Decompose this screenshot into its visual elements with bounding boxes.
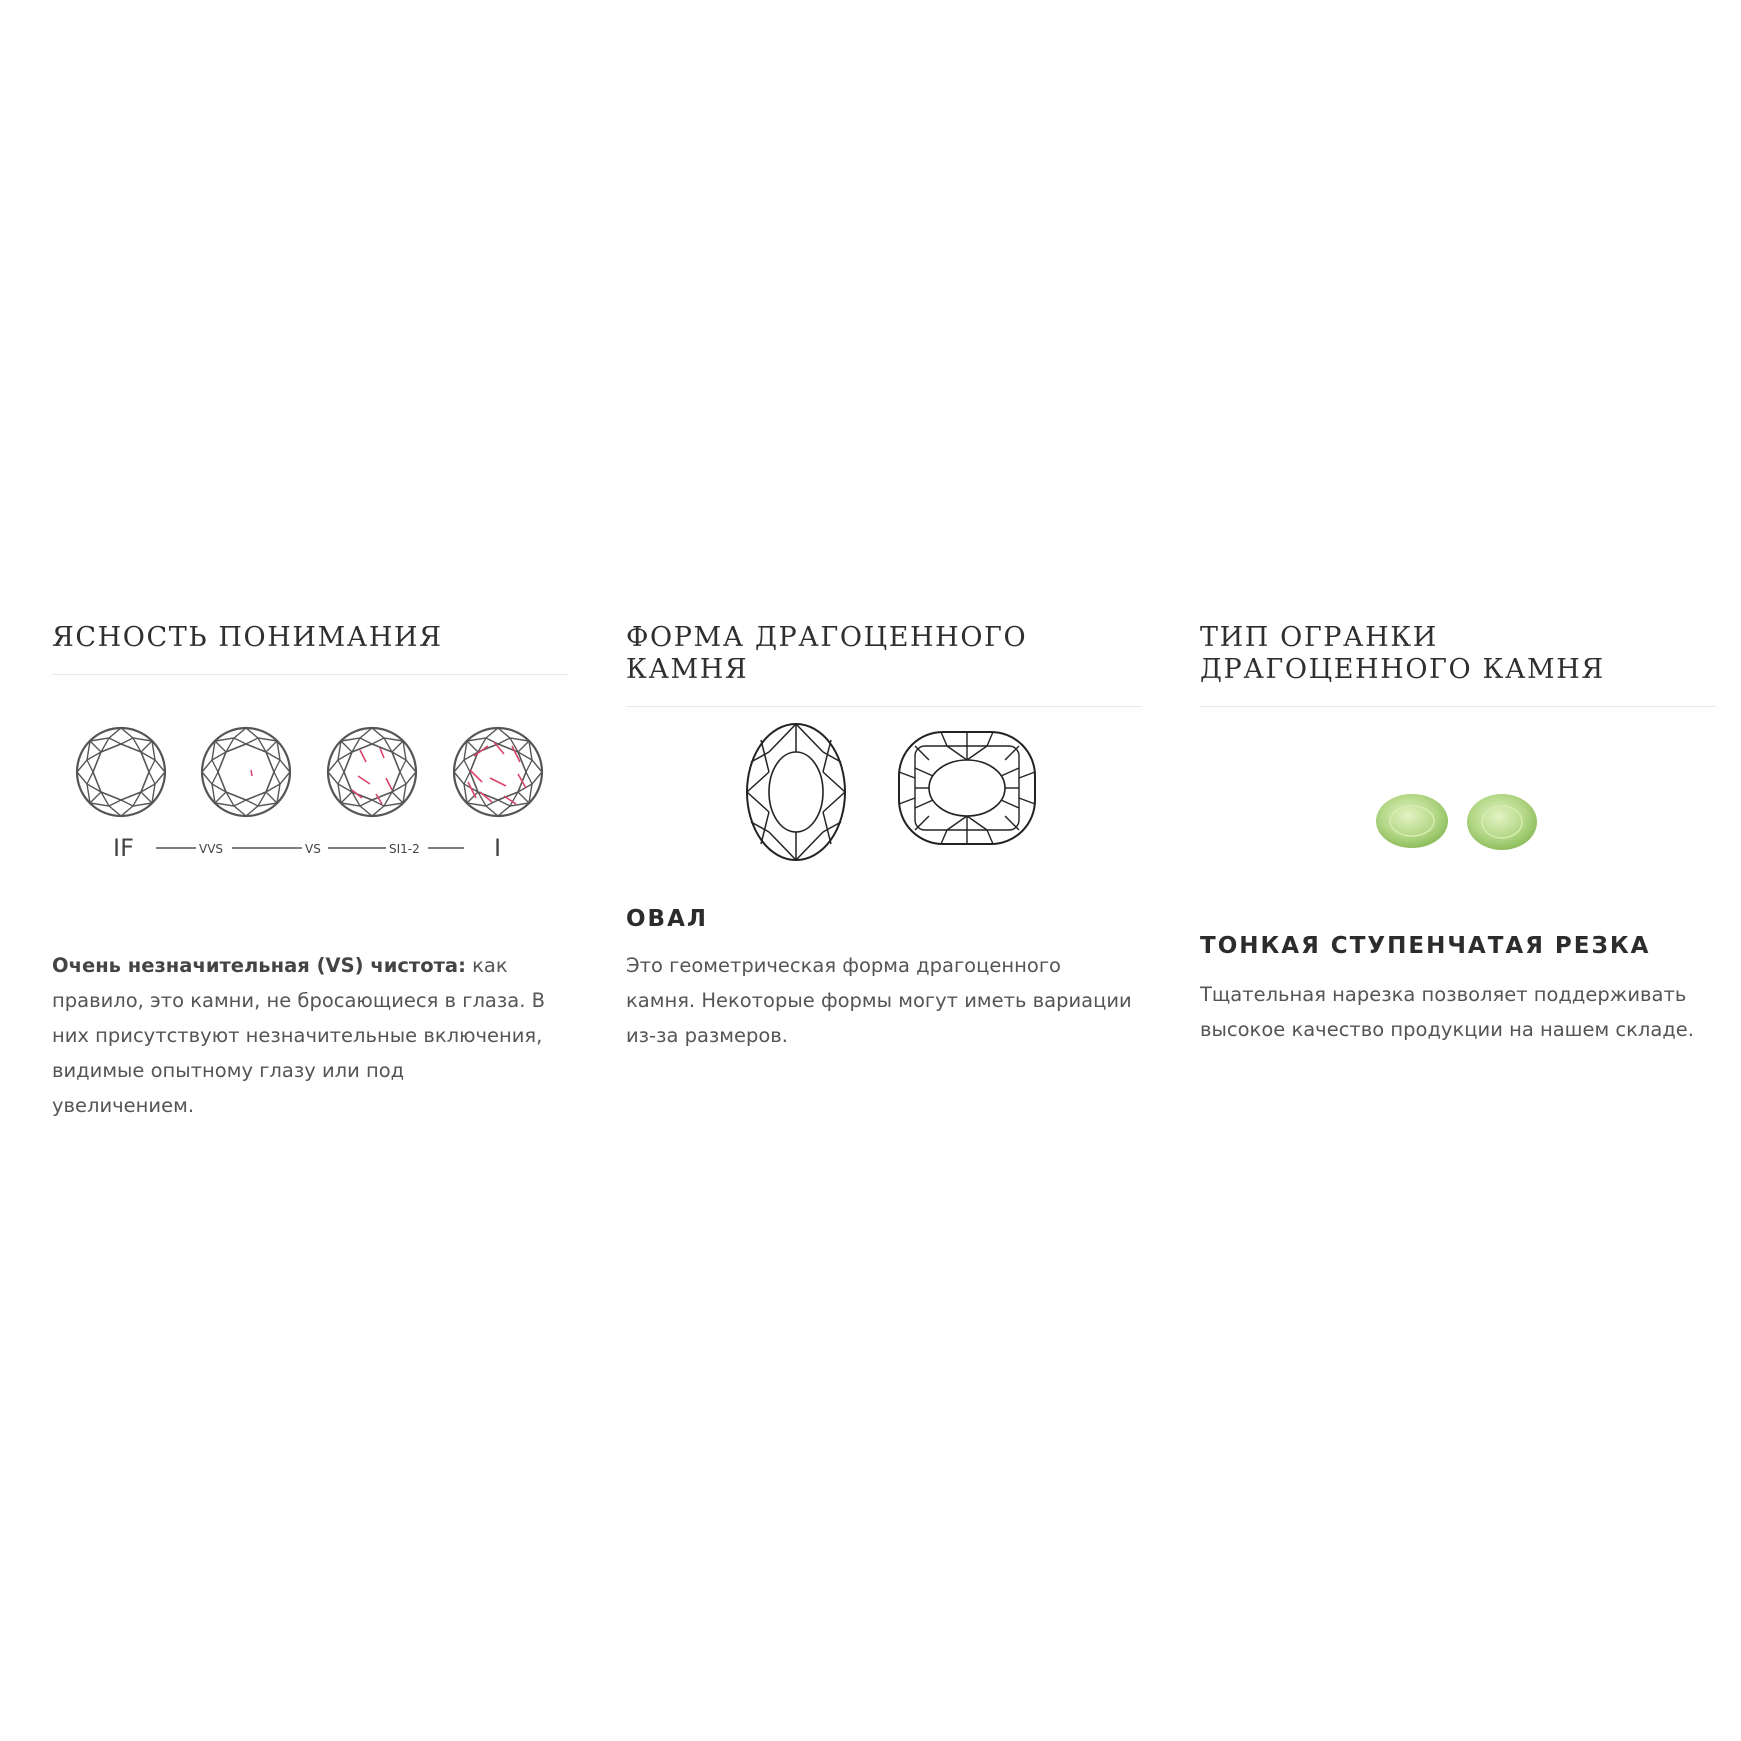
stone-si [454, 728, 542, 816]
stone-vs [328, 728, 416, 816]
grade-vs: VS [305, 842, 321, 856]
cut-name: ТОНКАЯ СТУПЕНЧАТАЯ РЕЗКА [1200, 933, 1651, 959]
shape-name: ОВАЛ [626, 906, 708, 932]
clarity-desc-bold: Очень незначительная (VS) чистота: [52, 954, 466, 977]
stone-vvs [202, 728, 290, 816]
shape-diagram [740, 718, 1040, 868]
oval-shape-icon [747, 724, 845, 860]
clarity-title: ЯСНОСТЬ ПОНИМАНИЯ [52, 622, 568, 675]
cut-section [1200, 622, 1716, 707]
grade-i: I [494, 834, 502, 862]
shape-description: Это геометрическая форма драгоценного камня. Некоторые формы могут иметь вариации из-за размеров. [626, 954, 1132, 1047]
grade-if: IF [113, 834, 134, 862]
cut-description: Тщательная нарезка позволяет поддерживать высокое качество продукции на нашем складе. [1200, 983, 1695, 1041]
cut-title: ТИП ОГРАНКИ ДРАГОЦЕННОГО КАМНЯ [1200, 622, 1716, 707]
cushion-shape-icon [899, 732, 1035, 844]
green-stone-right-icon [1467, 794, 1537, 850]
grade-si: SI1-2 [389, 842, 420, 856]
clarity-description [52, 948, 552, 1123]
clarity-section [52, 622, 568, 675]
grade-vvs: VVS [199, 842, 224, 856]
cut-stones-image [1370, 782, 1570, 892]
shape-section [626, 622, 1142, 707]
stone-if [77, 728, 165, 816]
green-stone-left-icon [1376, 794, 1448, 848]
shape-title: ФОРМА ДРАГОЦЕННОГО КАМНЯ [626, 622, 1142, 707]
clarity-desc-text: как правило, это камни, не бросающиеся в глаза. В них присутствуют незначительные включения, видимые опытному глазу или под увеличением. [52, 954, 545, 1117]
clarity-diagram [66, 718, 556, 868]
